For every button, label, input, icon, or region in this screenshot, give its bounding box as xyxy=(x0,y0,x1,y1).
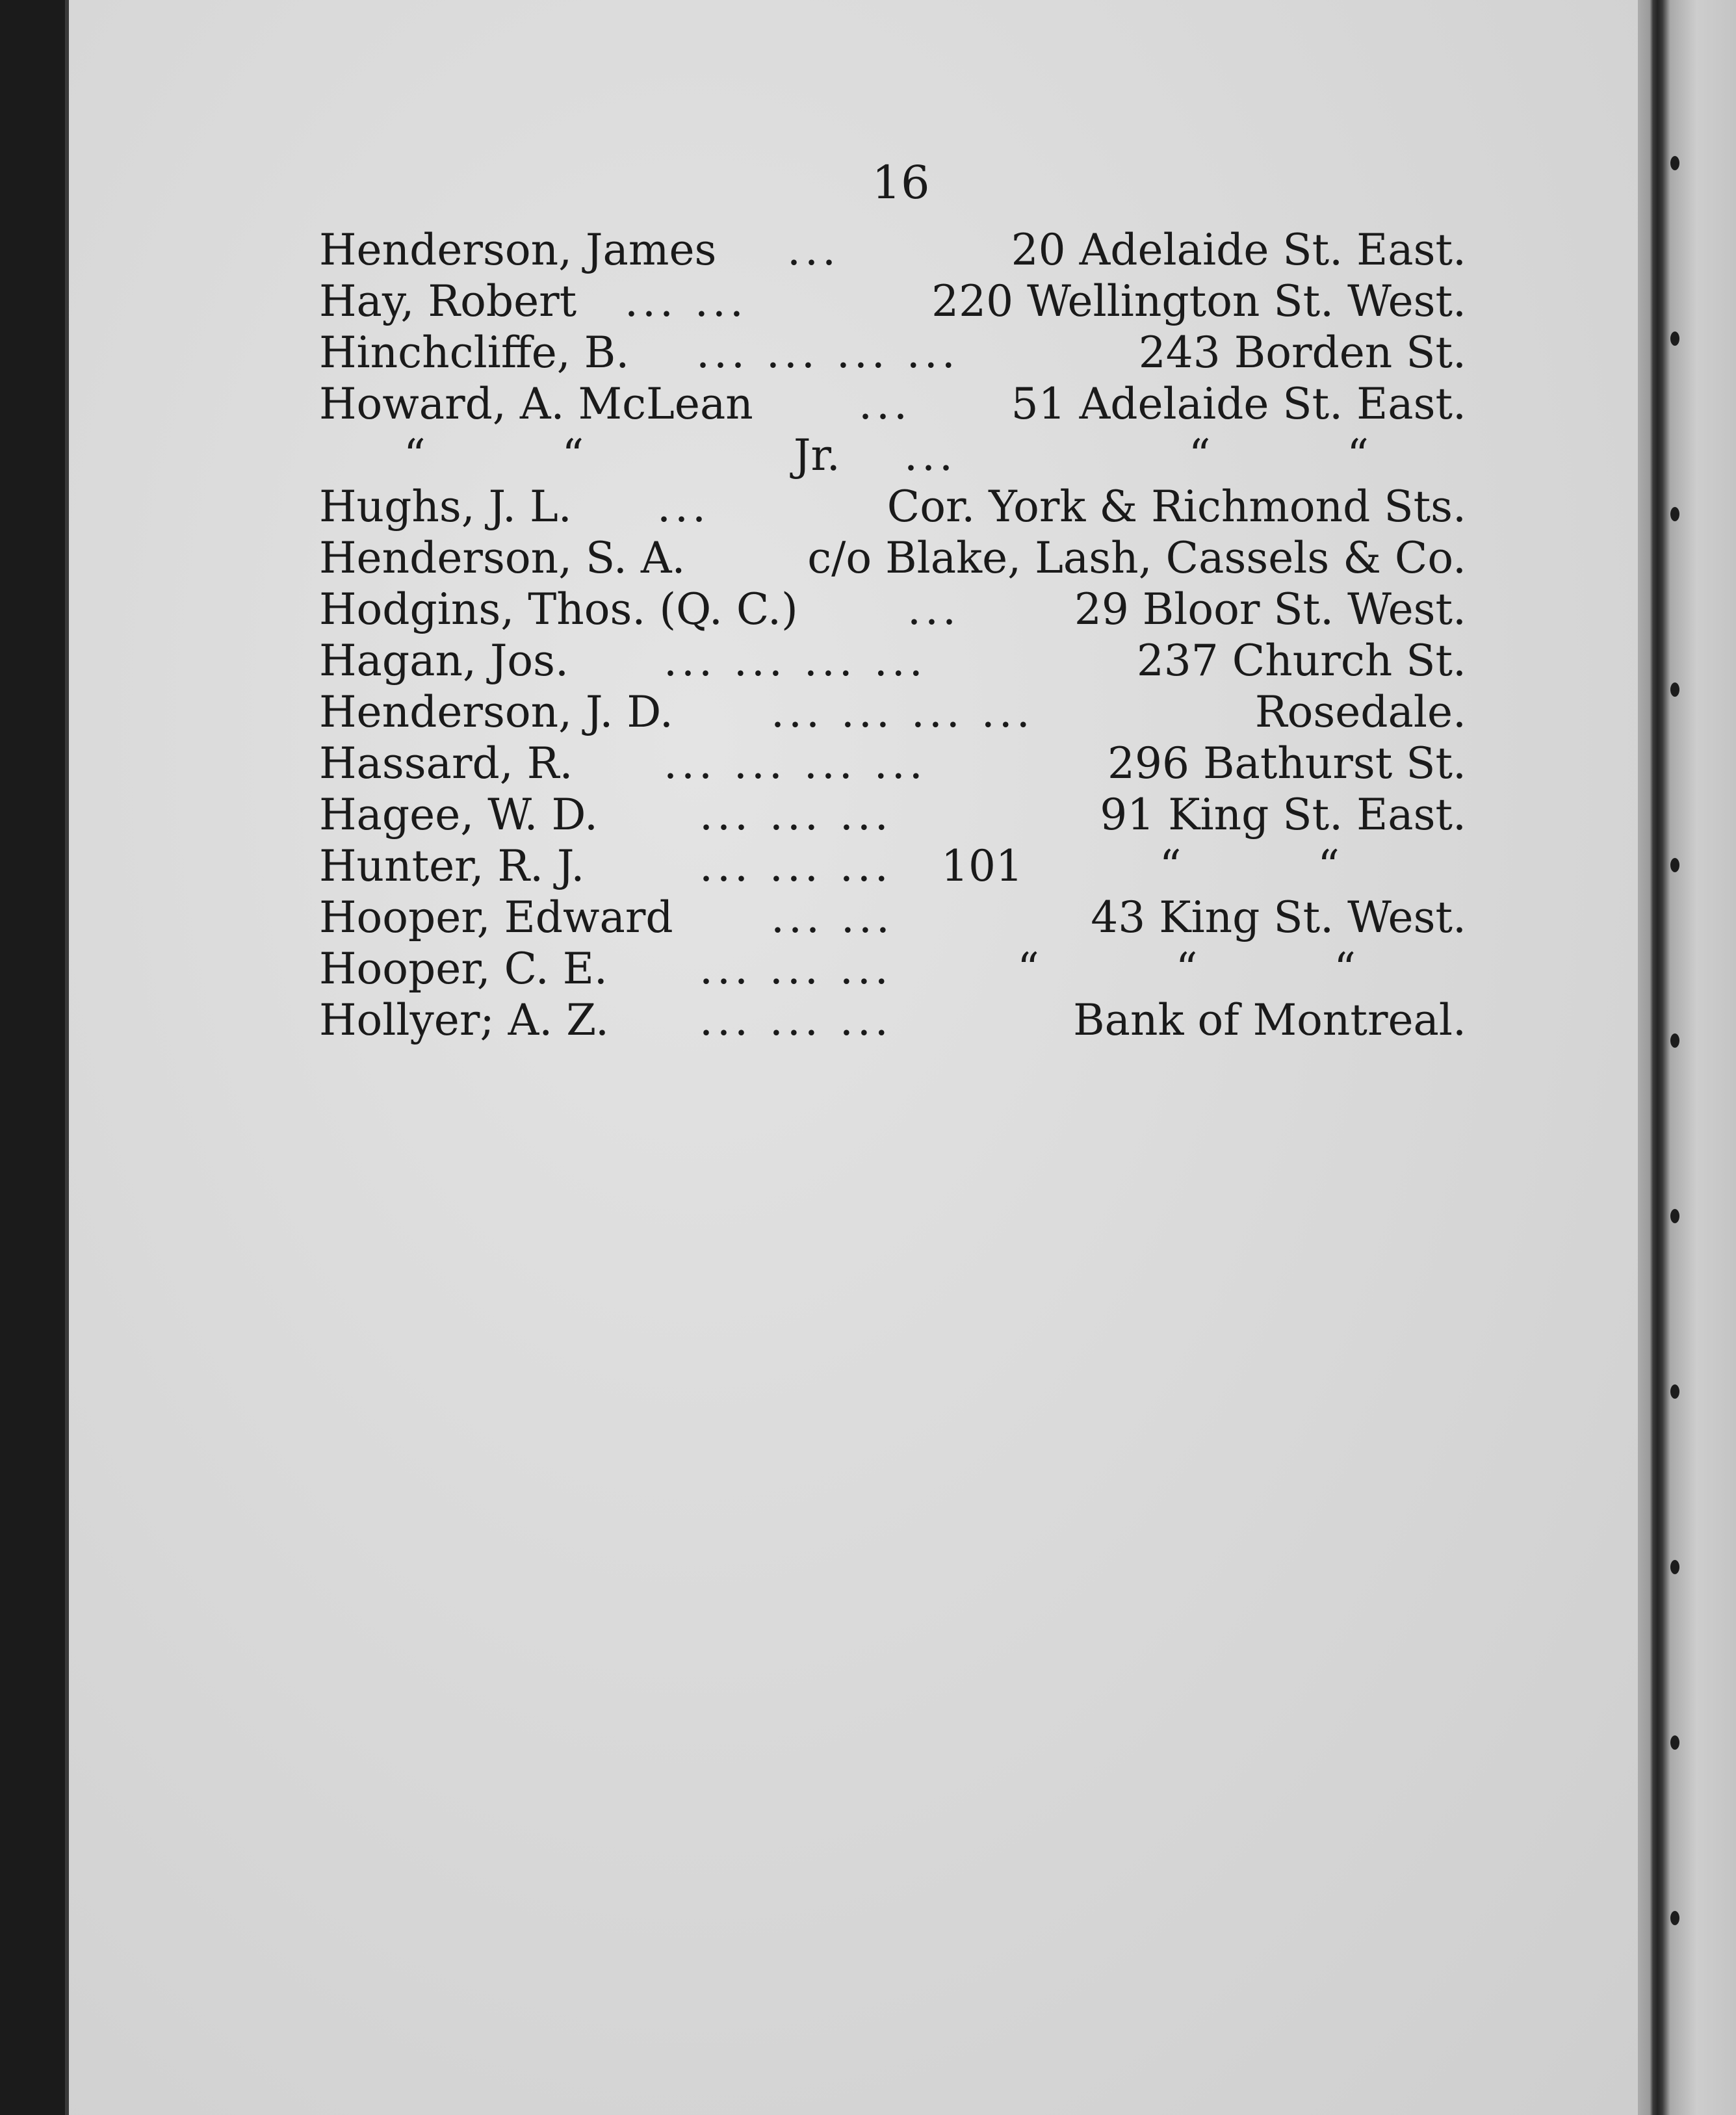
directory-entry xyxy=(319,943,1466,994)
entry-name: Hooper, C. E. xyxy=(319,944,608,994)
entry-address: 237 Church St. xyxy=(1136,636,1466,686)
stitch-hole xyxy=(1670,507,1679,521)
directory-entry xyxy=(319,481,1466,532)
entry-leaders: ... ... ... ... xyxy=(696,328,959,378)
entry-address: 243 Borden St. xyxy=(1138,328,1466,378)
directory-entry xyxy=(319,327,1466,378)
entry-leaders: ... ... ... xyxy=(699,944,892,994)
entry-leaders: ... ... ... xyxy=(699,790,892,840)
entry-address: 91 King St. East. xyxy=(1100,790,1466,840)
entry-address: 20 Adelaide St. East. xyxy=(1011,225,1466,275)
stitch-hole xyxy=(1670,1209,1679,1223)
directory-entry xyxy=(319,738,1466,789)
entry-leaders: ... xyxy=(657,482,710,532)
entry-address: c/o Blake, Lash, Cassels & Co. xyxy=(807,533,1466,583)
directory-entry xyxy=(319,840,1466,892)
directory-entry xyxy=(319,686,1466,738)
entry-name: Henderson, James xyxy=(319,225,717,275)
stitch-hole xyxy=(1670,1384,1679,1399)
ditto-mark: “ “ “ xyxy=(1017,944,1356,994)
stitch-hole xyxy=(1670,1560,1679,1574)
stitch-hole xyxy=(1670,1033,1679,1048)
directory-entry xyxy=(319,532,1466,584)
entry-address: 29 Bloor St. West. xyxy=(1074,584,1466,634)
book-page xyxy=(65,0,1638,2115)
entry-address: 220 Wellington St. West. xyxy=(931,276,1466,326)
entry-address: 296 Bathurst St. xyxy=(1108,738,1466,788)
entry-leaders: ... ... ... ... xyxy=(664,738,927,788)
ditto-mark: “ “ xyxy=(1188,430,1369,480)
stitch-hole xyxy=(1670,1911,1679,1925)
entry-name: Hollyer; A. Z. xyxy=(319,995,609,1045)
entry-address: 43 King St. West. xyxy=(1091,892,1466,942)
entry-leaders: ... xyxy=(787,225,840,275)
entry-leaders: ... ... ... ... xyxy=(771,687,1034,737)
entry-name: Henderson, J. D. xyxy=(319,687,673,737)
stitch-hole xyxy=(1670,1735,1679,1750)
entry-name: Hunter, R. J. xyxy=(319,841,585,891)
page-number: 16 xyxy=(872,156,930,209)
entry-name: Hinchcliffe, B. xyxy=(319,328,630,378)
directory-entry xyxy=(319,994,1466,1046)
entry-name: Hooper, Edward xyxy=(319,892,673,942)
directory-entry xyxy=(319,276,1466,327)
entry-address: 51 Adelaide St. East. xyxy=(1011,379,1466,429)
directory-entry xyxy=(319,430,1466,481)
entry-leaders: ... ... ... xyxy=(699,995,892,1045)
entry-name: Henderson, S. A. xyxy=(319,533,686,583)
directory-list xyxy=(319,224,1466,1046)
ditto-mark: “ “ xyxy=(404,430,584,480)
stitch-hole xyxy=(1670,156,1679,170)
entry-leaders: ... ... ... xyxy=(699,841,892,891)
directory-entry xyxy=(319,635,1466,686)
entry-name: Hagee, W. D. xyxy=(319,790,599,840)
entry-address: Bank of Montreal. xyxy=(1073,995,1466,1045)
entry-name: Hodgins, Thos. (Q. C.) xyxy=(319,584,798,634)
entry-address: Cor. York & Richmond Sts. xyxy=(887,482,1466,532)
entry-name: Howard, A. McLean xyxy=(319,379,753,429)
entry-leaders: ... ... xyxy=(771,892,894,942)
directory-entry xyxy=(319,789,1466,840)
entry-name: Hagan, Jos. xyxy=(319,636,569,686)
entry-leaders: ... xyxy=(907,584,960,634)
entry-name: Hassard, R. xyxy=(319,738,573,788)
directory-entry xyxy=(319,584,1466,635)
entry-leaders: ... ... ... ... xyxy=(664,636,927,686)
directory-entry xyxy=(319,378,1466,430)
entry-address: Rosedale. xyxy=(1254,687,1466,737)
entry-leaders: ... ... xyxy=(625,276,747,326)
directory-entry xyxy=(319,892,1466,943)
entry-name: Hay, Robert xyxy=(319,276,577,326)
entry-suffix: Jr. xyxy=(794,430,840,480)
stitch-hole xyxy=(1670,331,1679,346)
entry-address: 101 “ “ xyxy=(940,841,1340,891)
entry-leaders: ... xyxy=(859,379,911,429)
entry-leaders: ... xyxy=(904,430,957,480)
stitch-hole xyxy=(1670,858,1679,872)
directory-entry xyxy=(319,224,1466,276)
stitch-hole xyxy=(1670,682,1679,697)
entry-name: Hughs, J. L. xyxy=(319,482,572,532)
